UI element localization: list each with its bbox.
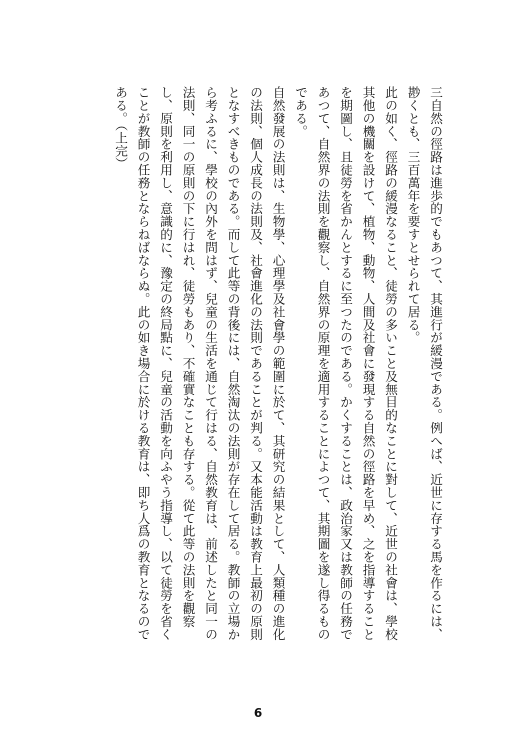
vertical-text-body [26, 86, 446, 652]
paragraph-3 [109, 86, 289, 652]
paragraph-3-text: 自然發展の法則は、生物學、心理學及社會學の範圍に於て、其研究の結果として、人類種の進化の法則、個人成長の法則及、社會進化の法則であることが判る。又本能活動は教育上最初の原則となすべきものである。而して此等の背後には、自然淘汰の法則が存在して居る。教師の立場から考ふるに、學校の內外を問はず、兒童の生活を通じて行はる、自然教育は、前述したと同一の法則、同一の原則の下に行はれ、徒勞もあり、不確實なことも存する。從て此等の法則を觀察し、原則を利用し、意識的に、豫定の終局點に、兒童の活動を向ふやう指導し、以て徒勞を省くことが教師の任務とならねばならぬ。此の如き場合に於ける教育は、即ち人爲の教育となるのである。（上完） [113, 86, 286, 641]
paragraph-1 [401, 86, 446, 652]
paragraph-2 [289, 86, 402, 652]
section-marker: 三 [428, 86, 443, 99]
page-number: 6 [253, 706, 263, 720]
paragraph-2-text: 此の如く、徑路の緩漫なること、徒勞の多いこと及無目的なことに對して、近世の社會は、學校其他の機關を設けて、植物、動物、人間及社會に發現する自然の徑路を早め、之を指導することを期圖し、且徒勞を省かんとするに至つたのである。かくすることは、政治家又は教師の任務であつて、自然界の法則を觀察し、自然界の原理を適用することによつて、其期圖を遂し得るものである。 [293, 86, 398, 641]
paragraph-1-text: 自然の徑路は進歩的でもあつて、其進行が緩漫である。例へば、近世に存する馬を作るには、尠くとも、三百萬年を要すとせられて居る。 [405, 86, 443, 641]
